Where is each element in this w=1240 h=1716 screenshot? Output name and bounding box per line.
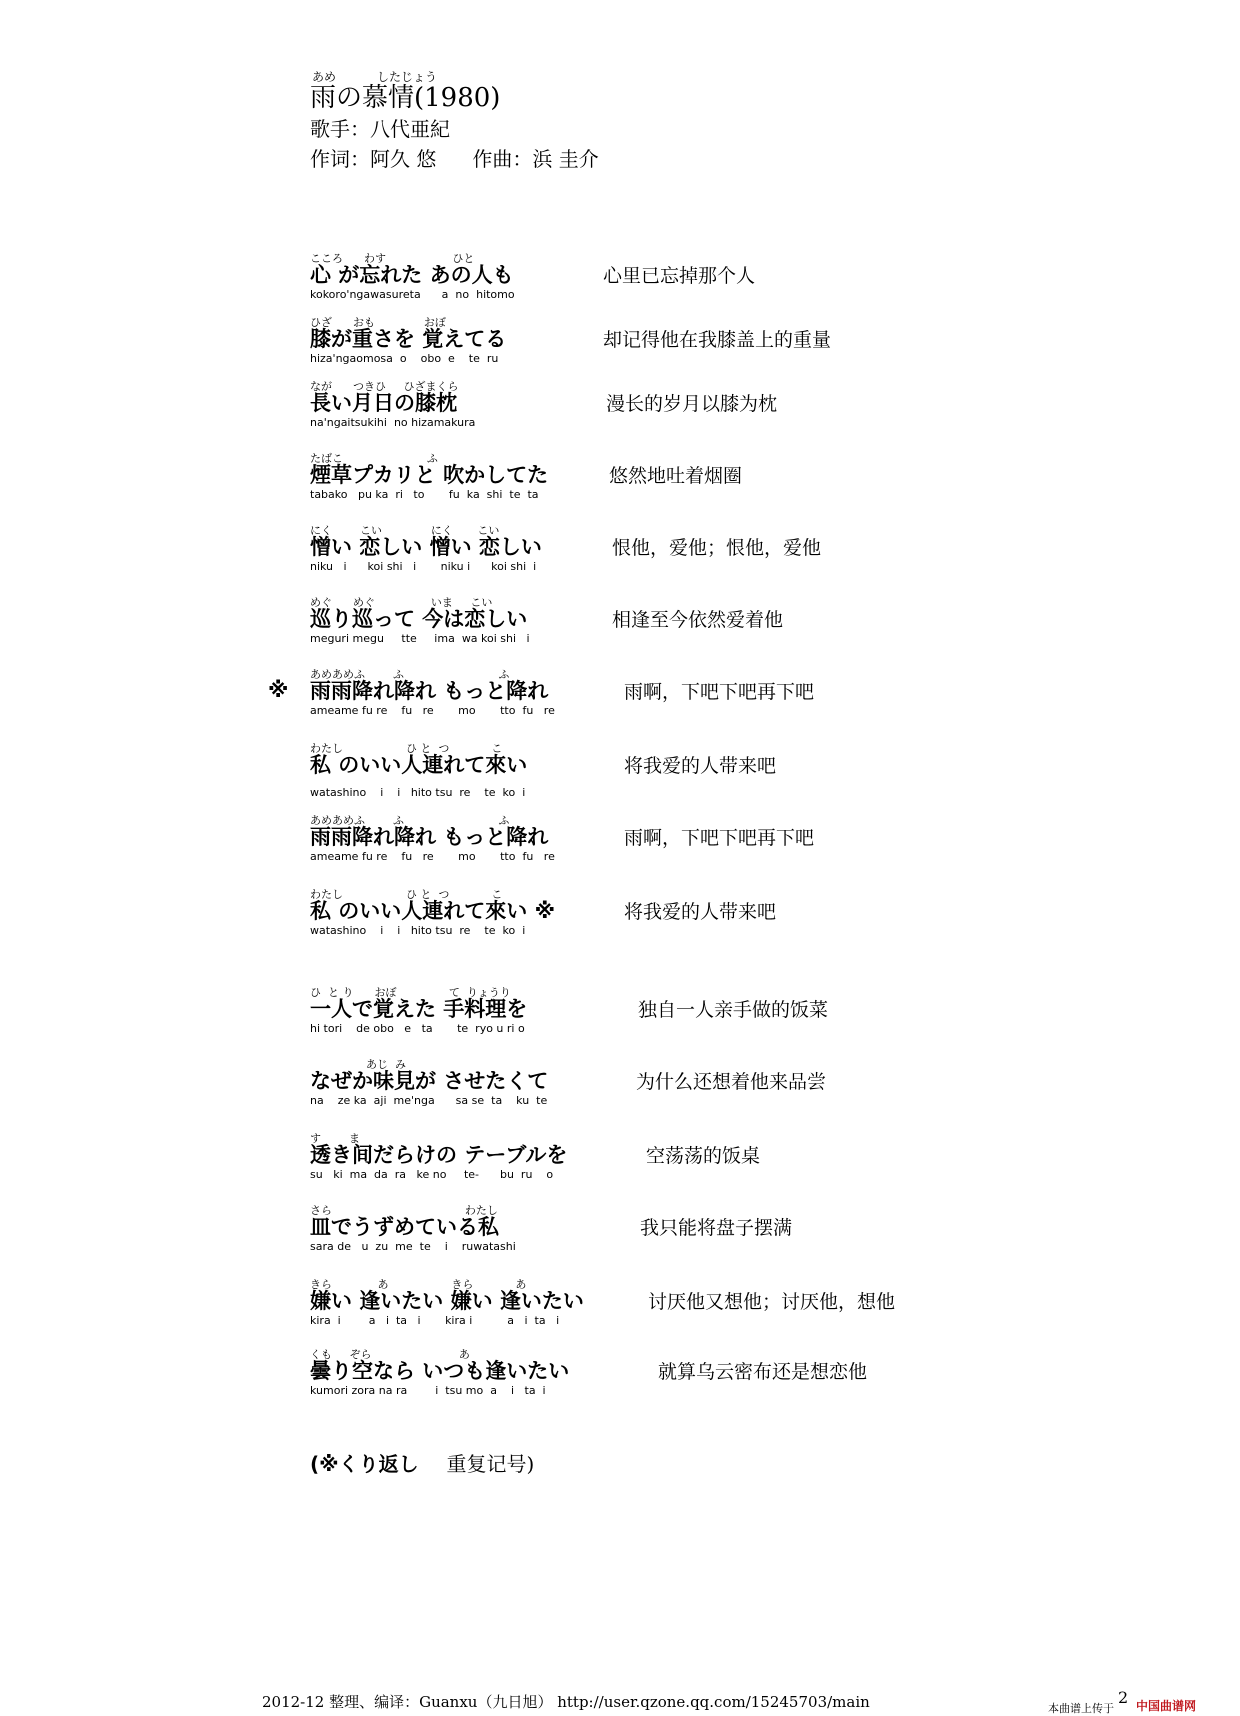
lyric-line xyxy=(310,740,1210,800)
site-logo: 中国曲谱网 xyxy=(1136,1699,1197,1713)
chinese-translation: 就算乌云密布还是想恋他 xyxy=(658,1361,868,1383)
page-title: 雨の慕情(1980) xyxy=(310,83,501,113)
chinese-translation: 雨啊，下吧下吧再下吧 xyxy=(624,827,815,849)
title-ruby-shitajou: したじょう xyxy=(377,70,438,84)
page-number: 2 xyxy=(1118,1688,1129,1707)
japanese-lyric: 透き间だらけの テーブルを xyxy=(310,1143,568,1167)
romaji: ameame fu re fu re mo tto fu re xyxy=(310,704,555,717)
lyric-line xyxy=(310,522,1210,582)
romaji: kokoro'ngawasureta a no hitomo xyxy=(310,288,515,301)
uploaded-note: 本曲谱上传于 xyxy=(1048,1702,1114,1715)
furigana: くも ぞら あ xyxy=(310,1348,470,1361)
japanese-lyric: 曇り空なら いつも逢いたい xyxy=(310,1359,570,1383)
furigana: たばこ ふ xyxy=(310,452,438,465)
lyricist: 作词：阿久 悠 xyxy=(310,147,437,171)
lyric-line xyxy=(310,1056,1210,1116)
lyric-line xyxy=(310,450,1210,510)
japanese-lyric: 私 のいい人連れて來い xyxy=(310,753,528,777)
lyric-line xyxy=(310,812,1210,872)
title-ruby xyxy=(310,68,610,82)
romaji: sara de u zu me te i ruwatashi xyxy=(310,1240,516,1253)
furigana: あめあめふ ふ ふ xyxy=(310,814,510,827)
credits xyxy=(310,144,610,174)
japanese-lyric: なぜか味見が させたくて xyxy=(310,1069,549,1093)
romaji: kira i a i ta i kira i a i ta i xyxy=(310,1314,560,1327)
furigana: こころ わす ひと xyxy=(310,252,475,265)
romaji: hiza'ngaomosa o obo e te ru xyxy=(310,352,499,365)
romaji: tabako pu ka ri to fu ka shi te ta xyxy=(310,488,539,501)
chinese-translation: 讨厌他又想他；讨厌他，想他 xyxy=(648,1291,896,1313)
lyric-line xyxy=(310,886,1210,946)
lyric-line xyxy=(310,314,1210,374)
chinese-translation: 空荡荡的饭桌 xyxy=(646,1145,761,1167)
romaji: watashino i i hito tsu re te ko i xyxy=(310,924,526,937)
chinese-translation: 独自一人亲手做的饭菜 xyxy=(638,999,829,1021)
japanese-lyric: 長い月日の膝枕 xyxy=(310,391,457,415)
furigana: ひざ おも おぼ xyxy=(310,316,446,329)
repeat-note-cn: 重复记号) xyxy=(446,1452,535,1476)
chinese-translation: 将我爱的人带来吧 xyxy=(624,901,777,923)
furigana: さら わたし xyxy=(310,1204,498,1217)
chinese-translation: 却记得他在我膝盖上的重量 xyxy=(603,329,832,351)
japanese-lyric: 皿でうずめている私 xyxy=(310,1215,499,1239)
lyric-line xyxy=(310,984,1210,1044)
furigana: きら あ きら あ xyxy=(310,1278,527,1291)
chinese-translation: 漫长的岁月以膝为枕 xyxy=(606,393,778,415)
chinese-translation: 为什么还想着他来品尝 xyxy=(636,1071,827,1093)
furigana: ひ と り おぼ て りょうり xyxy=(310,986,511,999)
repeat-note xyxy=(310,1448,534,1477)
repeat-note-jp: (※くり返し xyxy=(310,1452,419,1476)
furigana: あめあめふ ふ ふ xyxy=(310,668,510,681)
lyric-line xyxy=(310,1202,1210,1262)
furigana: わたし ひ と つ こ xyxy=(310,742,503,755)
romaji: ameame fu re fu re mo tto fu re xyxy=(310,850,555,863)
furigana: なが つきひ ひざまくら xyxy=(310,380,459,393)
japanese-lyric: 私 のいい人連れて來い ※ xyxy=(310,899,556,923)
furigana: あじ み xyxy=(310,1058,406,1071)
furigana: す ま xyxy=(310,1132,360,1145)
chinese-translation: 悠然地吐着烟圈 xyxy=(609,465,743,487)
chinese-translation: 将我爱的人带来吧 xyxy=(624,755,777,777)
lyric-line xyxy=(310,1276,1210,1336)
japanese-lyric: 心 が忘れた あの人も xyxy=(310,263,514,287)
romaji: watashino i i hito tsu re te ko i xyxy=(310,786,526,799)
chinese-translation: 恨他，爱他；恨他，爱他 xyxy=(612,537,822,559)
lyric-line xyxy=(310,1346,1210,1406)
japanese-lyric: 煙草プカリと 吹かしてた xyxy=(310,463,549,487)
romaji: na ze ka aji me'nga sa se ta ku te xyxy=(310,1094,548,1107)
chinese-translation: 心里已忘掉那个人 xyxy=(603,265,756,287)
romaji: hi tori de obo e ta te ryo u ri o xyxy=(310,1022,525,1035)
furigana: めぐ めぐ いま こい xyxy=(310,596,493,609)
lyric-line xyxy=(310,378,1210,438)
lyric-line xyxy=(310,250,1210,310)
romaji: meguri megu tte ima wa koi shi i xyxy=(310,632,530,645)
composer: 作曲：浜 圭介 xyxy=(472,147,599,171)
chinese-translation: 相逢至今依然爱着他 xyxy=(612,609,784,631)
title-ruby-ame: あめ xyxy=(312,70,337,84)
japanese-lyric: 膝が重さを 覚えてる xyxy=(310,327,507,351)
furigana: わたし ひ と つ こ xyxy=(310,888,503,901)
japanese-lyric: 雨雨降れ降れ もっと降れ xyxy=(310,679,549,703)
lyric-line xyxy=(268,666,1210,726)
japanese-lyric: 雨雨降れ降れ もっと降れ xyxy=(310,825,549,849)
lyric-line xyxy=(310,1130,1210,1190)
song-header xyxy=(310,68,610,174)
romaji: su ki ma da ra ke no te- bu ru o xyxy=(310,1168,554,1181)
romaji: niku i koi shi i niku i koi shi i xyxy=(310,560,537,573)
lyric-line xyxy=(310,594,1210,654)
singer: 歌手：八代亜紀 xyxy=(310,117,450,141)
romaji: na'ngaitsukihi no hizamakura xyxy=(310,416,476,429)
romaji: kumori zora na ra i tsu mo a i ta i xyxy=(310,1384,546,1397)
japanese-lyric: 巡り巡って 今は恋しい xyxy=(310,607,528,631)
japanese-lyric: 嫌い 逢いたい 嫌い 逢いたい xyxy=(310,1289,584,1313)
chinese-translation: 雨啊，下吧下吧再下吧 xyxy=(624,681,815,703)
chinese-translation: 我只能将盘子摆满 xyxy=(640,1217,793,1239)
footer-credit: 2012-12 整理、编译：Guanxu（九日旭） http://user.qzone.qq.com/15245703/main xyxy=(262,1693,870,1711)
japanese-lyric: 憎い 恋しい 憎い 恋しい xyxy=(310,535,542,559)
japanese-lyric: 一人で覚えた 手料理を xyxy=(310,997,528,1021)
repeat-mark-start: ※ xyxy=(268,678,289,702)
furigana: にく こい にく こい xyxy=(310,524,500,537)
